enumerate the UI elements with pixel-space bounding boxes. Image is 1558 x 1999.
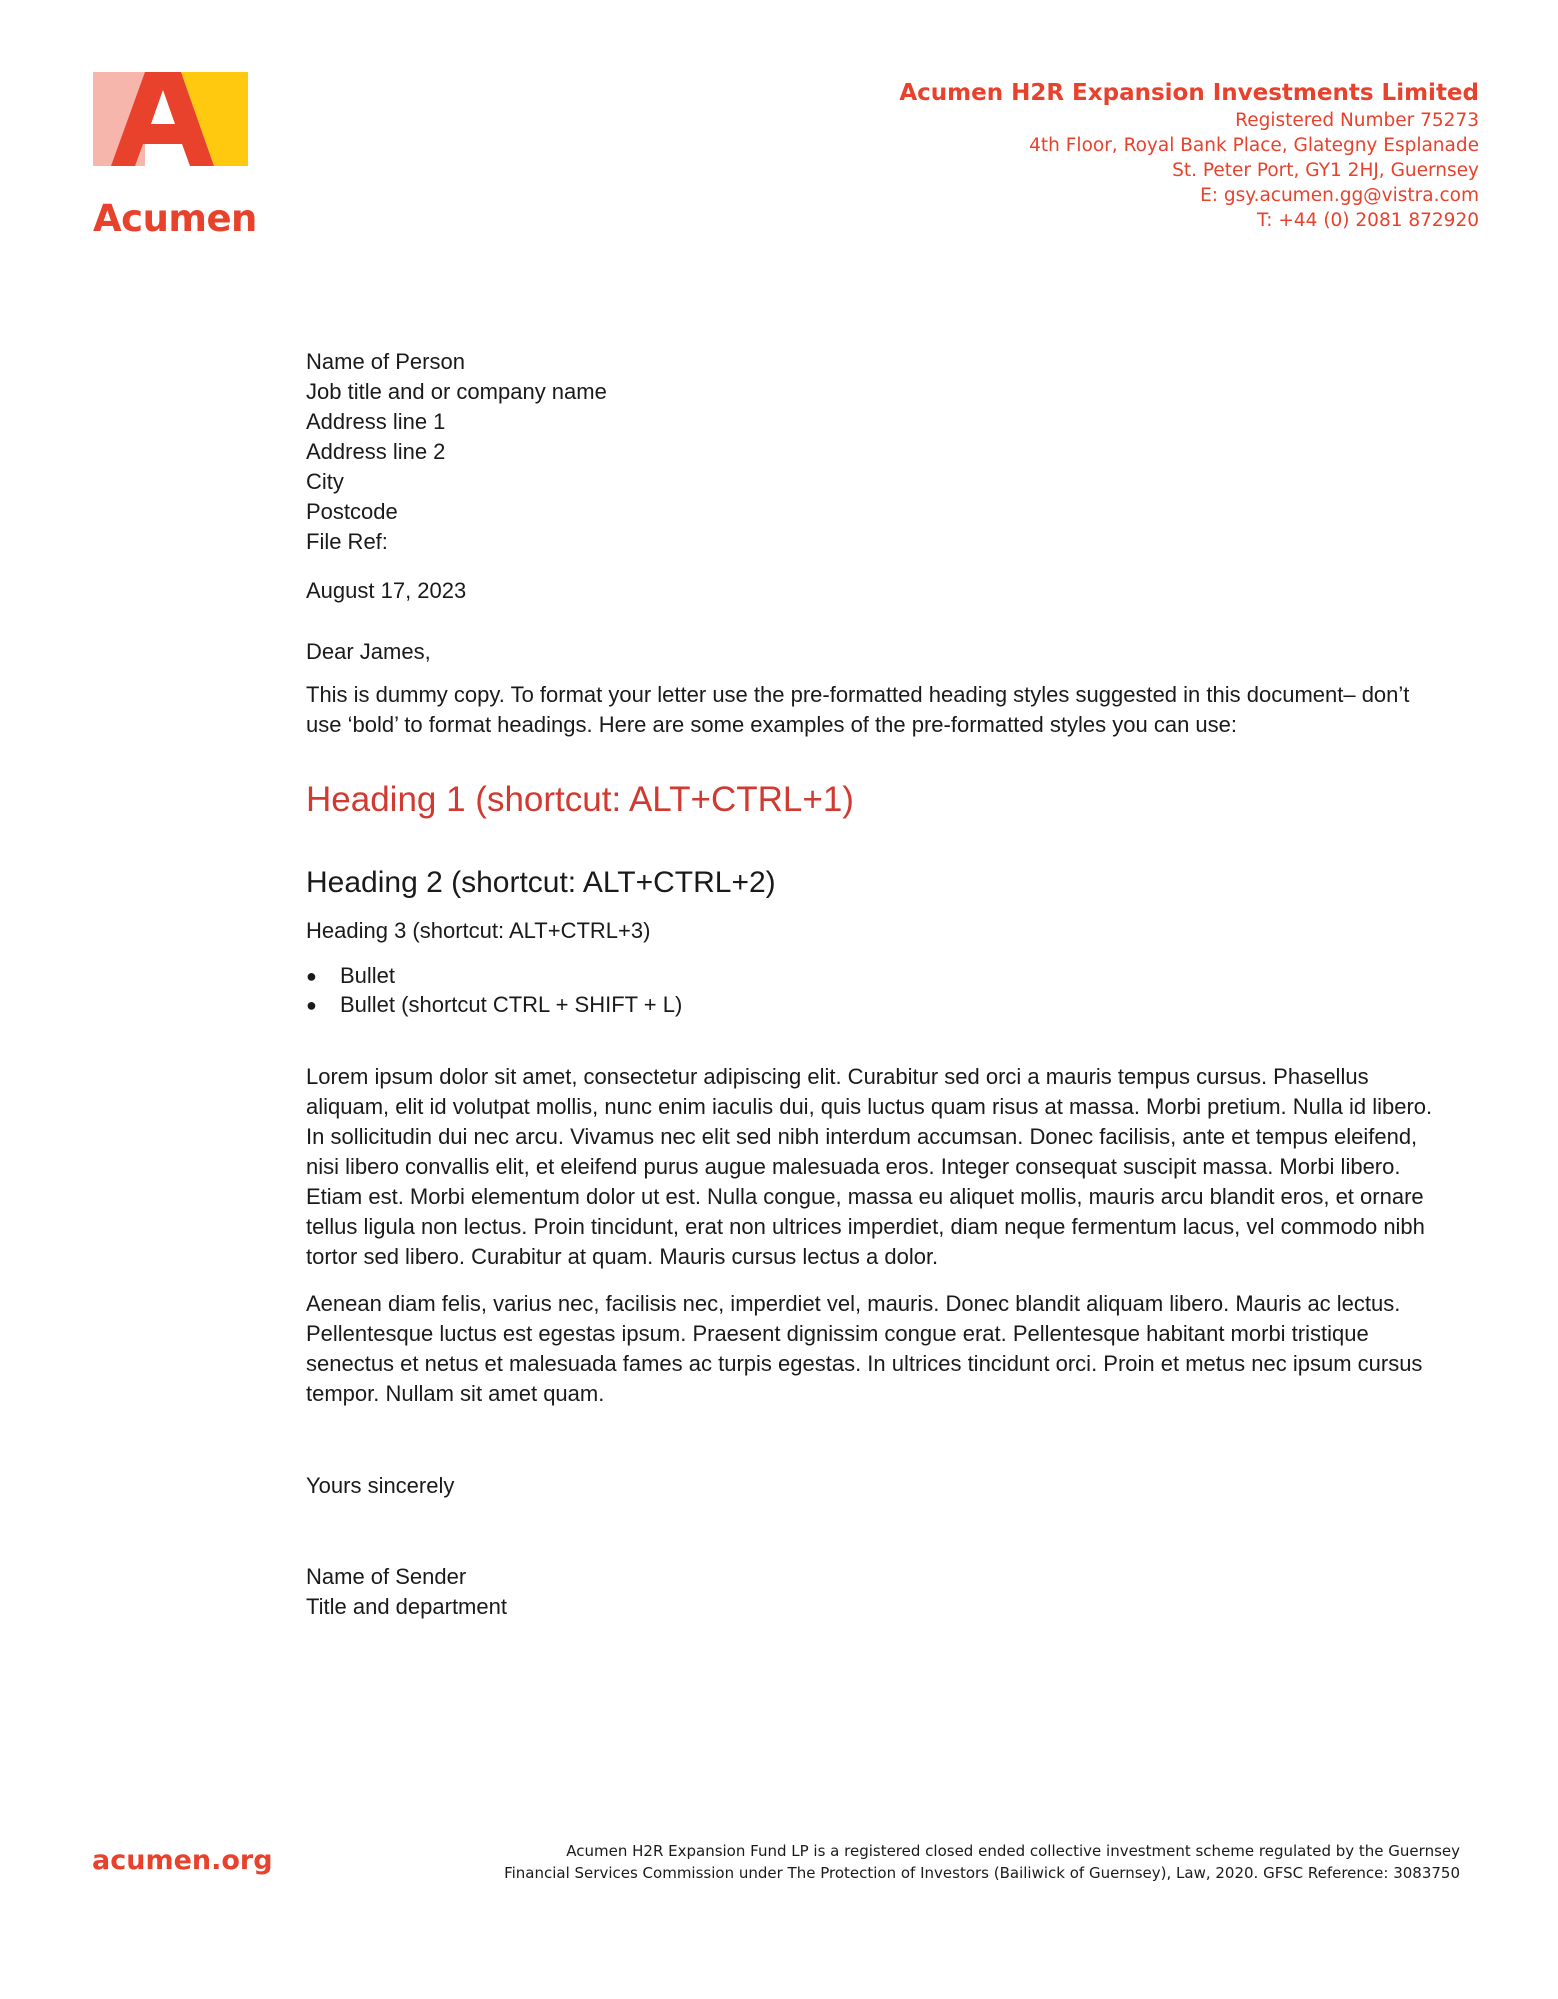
company-registration: Registered Number 75273 xyxy=(1235,110,1479,131)
company-address-line-1: 4th Floor, Royal Bank Place, Glategny Esplanade xyxy=(1029,135,1479,156)
company-phone: T: +44 (0) 2081 872920 xyxy=(1257,210,1479,231)
bullet-text: Bullet xyxy=(340,963,396,988)
body-paragraph-2: Aenean diam felis, varius nec, facilisis nec, imperdiet vel, mauris. Donec blandit aliquam libero. Mauris ac lectus. Pellentesque luctus est egestas ipsum. Praesent dignissim congue erat. Pellentesque habitant morbi tristique senectus et netus et malesuada fames ac turpis egestas. In ultrices tincidunt orci. Proin et metus nec ipsum cursus tempor. Nullam sit amet quam. xyxy=(306,1291,1423,1406)
sender-name: Name of Sender xyxy=(306,1564,467,1589)
bullet-icon: ● xyxy=(306,995,317,1015)
body-paragraph-1: Lorem ipsum dolor sit amet, consectetur adipiscing elit. Curabitur sed orci a mauris tempus cursus. Phasellus aliquam, elit id volutpat mollis, nunc enim iaculis dui, quis luctus quam risus at massa. Morbi pretium. Nulla id libero. In sollicitudin dui nec arcu. Vivamus nec elit sed nibh interdum accumsan. Donec facilisis, ante et tempus eleifend, nisi libero convallis elit, et eleifend purus augue malesuada eros. Integer consequat suscipit massa. Morbi libero. Etiam est. Morbi elementum dolor ut est. Nulla congue, massa eu aliquet mollis, mauris arcu blandit eros, et ornare tellus ligula non lectus. Proin tincidunt, erat non ultrices imperdiet, diam neque fermentum lacus, vel commodo nibh tortor sed libero. Curabitur at quam. Mauris cursus lectus a dolor. xyxy=(306,1064,1433,1269)
company-email: E: gsy.acumen.gg@vistra.com xyxy=(1200,185,1479,206)
footer-legal-notice xyxy=(504,1840,1460,1884)
recipient-address xyxy=(306,347,1441,557)
sender-title: Title and department xyxy=(306,1594,507,1619)
bullet-text: Bullet (shortcut CTRL + SHIFT + L) xyxy=(340,992,683,1017)
recipient-address-line-1: Address line 1 xyxy=(306,409,446,434)
list-item xyxy=(306,990,1441,1019)
footer-legal-line-2: Financial Services Commission under The Protection of Investors (Bailiwick of Guernsey), Law, 2020. GFSC Reference: 3083750 xyxy=(504,1864,1460,1882)
bullet-icon: ● xyxy=(306,966,317,986)
acumen-logo-mark-icon xyxy=(93,72,248,194)
acumen-logo xyxy=(93,72,257,240)
heading-3: Heading 3 (shortcut: ALT+CTRL+3) xyxy=(306,918,651,943)
file-ref: File Ref: xyxy=(306,529,388,554)
closing: Yours sincerely xyxy=(306,1473,455,1498)
recipient-city: City xyxy=(306,469,344,494)
heading-2: Heading 2 (shortcut: ALT+CTRL+2) xyxy=(306,866,776,899)
list-item xyxy=(306,961,1441,990)
company-header xyxy=(899,78,1479,233)
bullet-list xyxy=(306,961,1441,1019)
salutation: Dear James, xyxy=(306,639,431,664)
recipient-job-title: Job title and or company name xyxy=(306,379,607,404)
company-address-line-2: St. Peter Port, GY1 2HJ, Guernsey xyxy=(1172,160,1479,181)
heading-1: Heading 1 (shortcut: ALT+CTRL+1) xyxy=(306,780,854,819)
footer-legal-line-1: Acumen H2R Expansion Fund LP is a registered closed ended collective investment scheme regulated by the Guernsey xyxy=(566,1842,1460,1860)
letter-body xyxy=(306,347,1441,1622)
footer-website-link[interactable]: acumen.org xyxy=(92,1845,273,1876)
letter-date: August 17, 2023 xyxy=(306,578,467,603)
company-name: Acumen H2R Expansion Investments Limited xyxy=(899,80,1479,106)
recipient-name: Name of Person xyxy=(306,349,465,374)
logo-wordmark: Acumen xyxy=(93,197,257,240)
recipient-postcode: Postcode xyxy=(306,499,398,524)
intro-paragraph: This is dummy copy. To format your letter use the pre-formatted heading styles suggested in this document– don’t use ‘bold’ to format headings. Here are some examples of the pre-formatted styles you can use: xyxy=(306,682,1410,737)
recipient-address-line-2: Address line 2 xyxy=(306,439,446,464)
